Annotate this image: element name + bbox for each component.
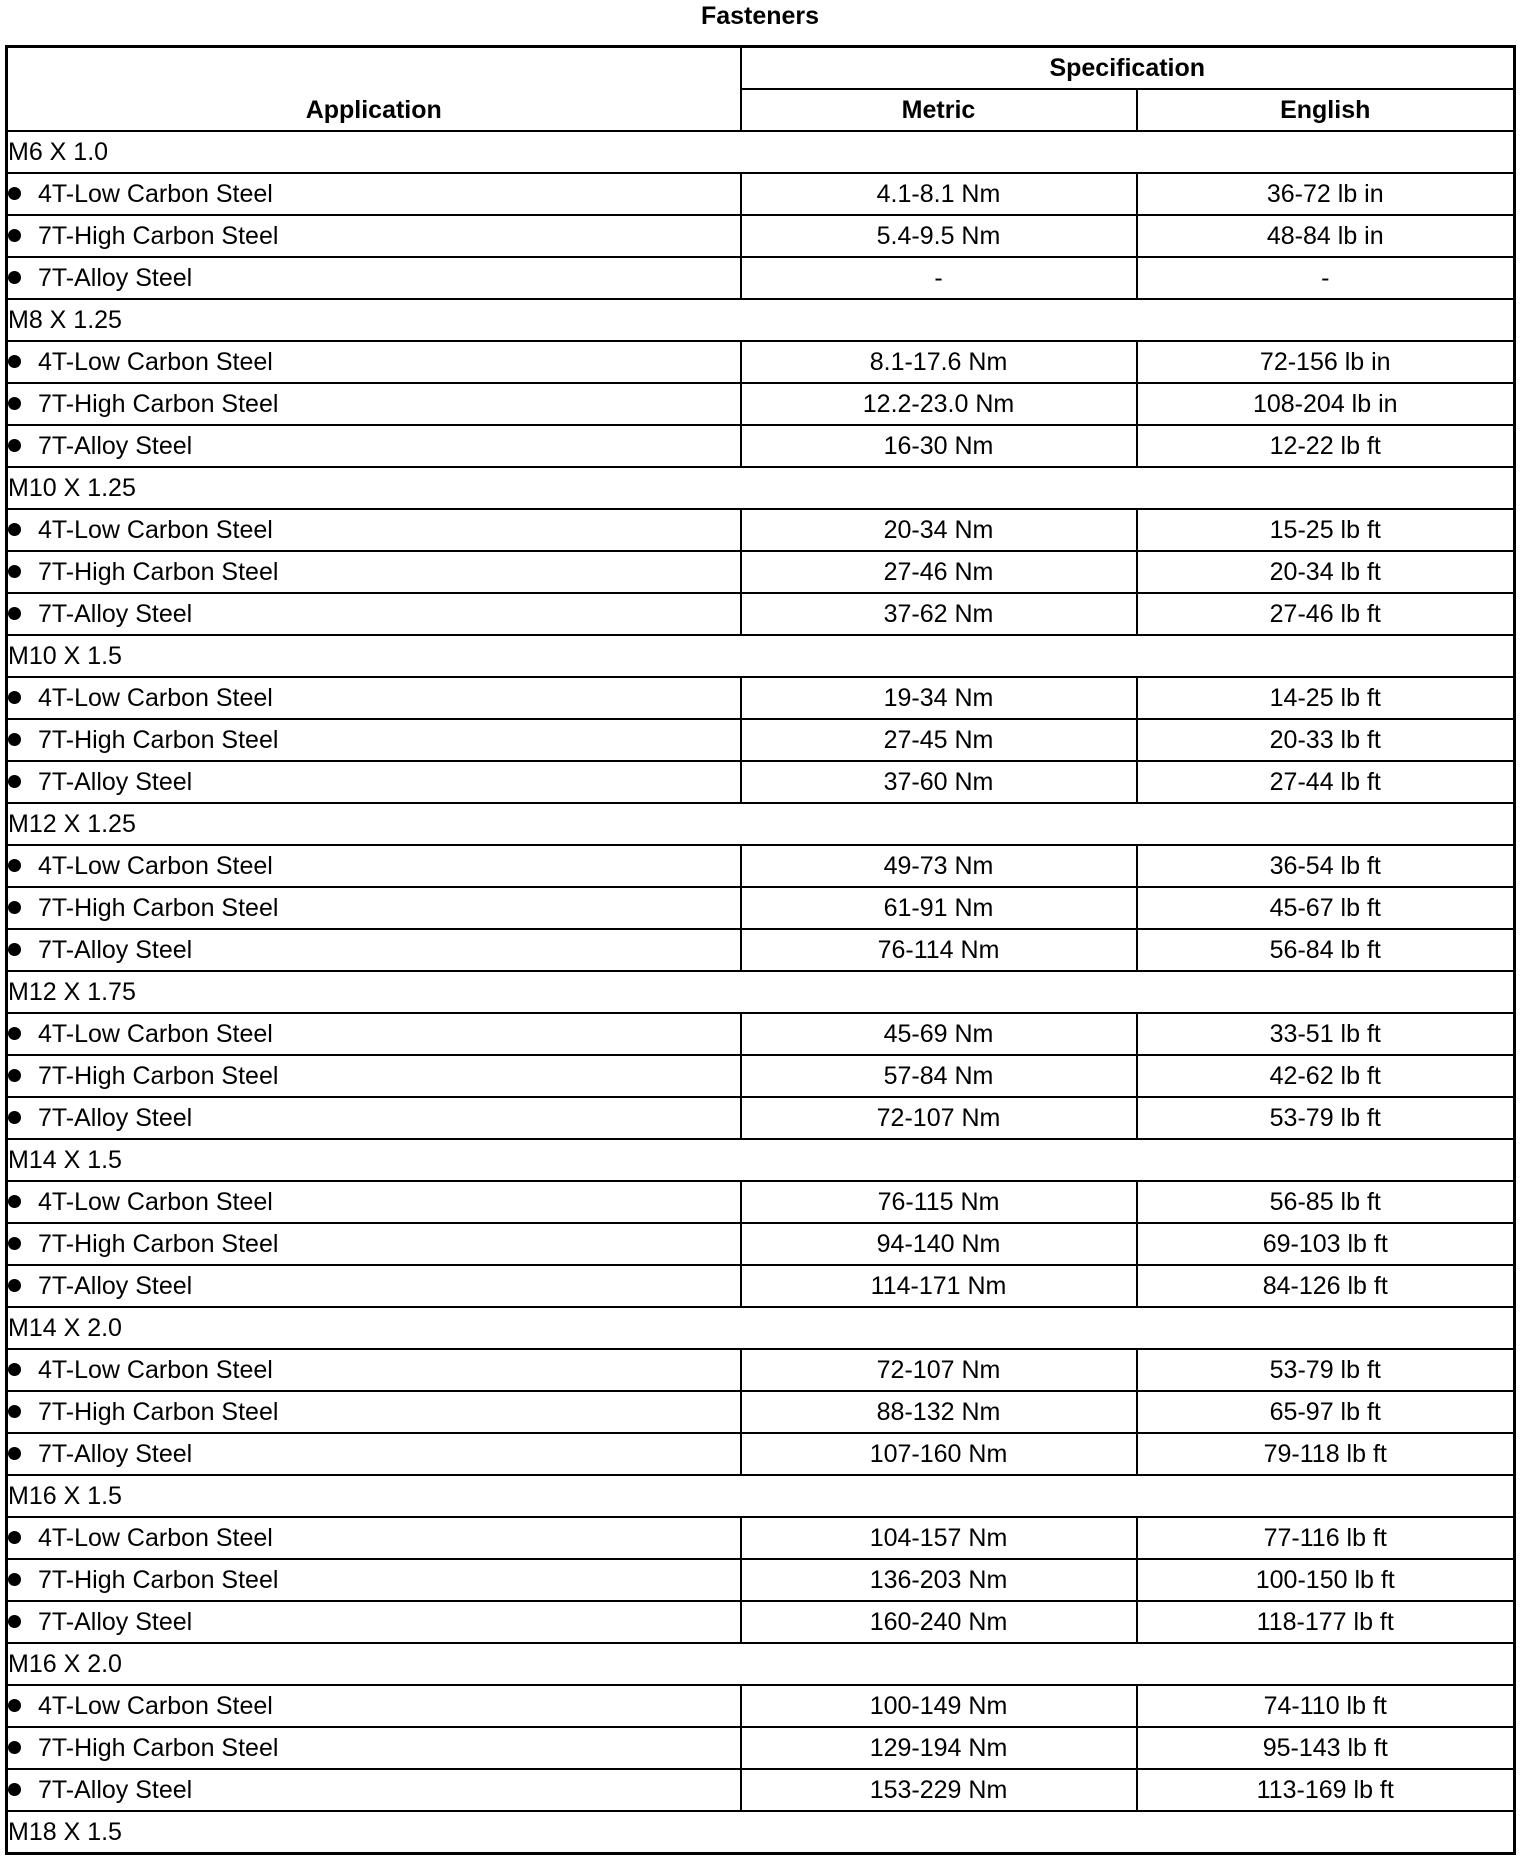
size-group-row — [7, 635, 1515, 677]
fastener-size: M16 X 1.5 — [7, 1475, 1515, 1517]
application-cell — [7, 1517, 741, 1559]
english-value: 53-79 lb ft — [1137, 1349, 1515, 1391]
bullet-icon — [8, 1027, 21, 1040]
fastener-size: M12 X 1.25 — [7, 803, 1515, 845]
bullet-icon — [8, 439, 21, 452]
size-group-row — [7, 971, 1515, 1013]
bullet-icon — [8, 733, 21, 746]
application-label: 4T-Low Carbon Steel — [38, 1692, 273, 1720]
english-value: 27-46 lb ft — [1137, 593, 1515, 635]
metric-value: 153-229 Nm — [741, 1769, 1137, 1811]
metric-value: 19-34 Nm — [741, 677, 1137, 719]
metric-value: 72-107 Nm — [741, 1349, 1137, 1391]
table-row — [7, 551, 1515, 593]
bullet-icon — [8, 607, 21, 620]
specification-header: Specification — [741, 47, 1515, 90]
metric-value: 8.1-17.6 Nm — [741, 341, 1137, 383]
bullet-icon — [8, 1573, 21, 1586]
metric-value: 72-107 Nm — [741, 1097, 1137, 1139]
bullet-icon — [8, 523, 21, 536]
bullet-icon — [8, 859, 21, 872]
application-cell — [7, 1391, 741, 1433]
application-label: 7T-Alloy Steel — [38, 600, 193, 628]
table-row — [7, 173, 1515, 215]
english-value: 14-25 lb ft — [1137, 677, 1515, 719]
metric-value: 37-60 Nm — [741, 761, 1137, 803]
bullet-icon — [8, 271, 21, 284]
table-row — [7, 1013, 1515, 1055]
bullet-icon — [8, 1783, 21, 1796]
application-label: 7T-High Carbon Steel — [38, 390, 279, 418]
bullet-icon — [8, 1111, 21, 1124]
table-row — [7, 1391, 1515, 1433]
application-cell — [7, 1727, 741, 1769]
table-row — [7, 383, 1515, 425]
english-value: 79-118 lb ft — [1137, 1433, 1515, 1475]
english-value: 15-25 lb ft — [1137, 509, 1515, 551]
fastener-size: M8 X 1.25 — [7, 299, 1515, 341]
table-row — [7, 1349, 1515, 1391]
metric-value: 104-157 Nm — [741, 1517, 1137, 1559]
fastener-spec-table — [5, 45, 1516, 1855]
application-label: 7T-High Carbon Steel — [38, 1398, 279, 1426]
application-cell — [7, 845, 741, 887]
application-label: 4T-Low Carbon Steel — [38, 1020, 273, 1048]
application-cell — [7, 1349, 741, 1391]
application-cell — [7, 425, 741, 467]
metric-value: 107-160 Nm — [741, 1433, 1137, 1475]
application-label: 7T-Alloy Steel — [38, 1440, 193, 1468]
bullet-icon — [8, 1531, 21, 1544]
fastener-size: M6 X 1.0 — [7, 131, 1515, 173]
application-label: 7T-Alloy Steel — [38, 1272, 193, 1300]
application-label: 7T-Alloy Steel — [38, 936, 193, 964]
bullet-icon — [8, 775, 21, 788]
metric-value: - — [741, 257, 1137, 299]
metric-value: 20-34 Nm — [741, 509, 1137, 551]
table-row — [7, 887, 1515, 929]
english-value: 69-103 lb ft — [1137, 1223, 1515, 1265]
english-value: 36-54 lb ft — [1137, 845, 1515, 887]
application-label: 4T-Low Carbon Steel — [38, 516, 273, 544]
application-label: 7T-Alloy Steel — [38, 1608, 193, 1636]
table-row — [7, 1223, 1515, 1265]
bullet-icon — [8, 1447, 21, 1460]
bullet-icon — [8, 397, 21, 410]
bullet-icon — [8, 1363, 21, 1376]
bullet-icon — [8, 1405, 21, 1418]
metric-value: 76-115 Nm — [741, 1181, 1137, 1223]
english-value: 65-97 lb ft — [1137, 1391, 1515, 1433]
bullet-icon — [8, 1195, 21, 1208]
application-cell — [7, 173, 741, 215]
application-label: 7T-Alloy Steel — [38, 1776, 193, 1804]
bullet-icon — [8, 1069, 21, 1082]
page-title: Fasteners — [700, 2, 820, 30]
bullet-icon — [8, 565, 21, 578]
application-label: 7T-High Carbon Steel — [38, 1566, 279, 1594]
english-value: 36-72 lb in — [1137, 173, 1515, 215]
application-label: 4T-Low Carbon Steel — [38, 684, 273, 712]
table-row — [7, 257, 1515, 299]
metric-value: 5.4-9.5 Nm — [741, 215, 1137, 257]
application-label: 7T-High Carbon Steel — [38, 1062, 279, 1090]
application-label: 4T-Low Carbon Steel — [38, 180, 273, 208]
application-label: 4T-Low Carbon Steel — [38, 1524, 273, 1552]
metric-header: Metric — [741, 89, 1137, 131]
size-group-row — [7, 1307, 1515, 1349]
application-label: 4T-Low Carbon Steel — [38, 1356, 273, 1384]
application-label: 4T-Low Carbon Steel — [38, 348, 273, 376]
table-row — [7, 1685, 1515, 1727]
fastener-size: M16 X 2.0 — [7, 1643, 1515, 1685]
size-group-row — [7, 1139, 1515, 1181]
english-value: 72-156 lb in — [1137, 341, 1515, 383]
application-label: 7T-Alloy Steel — [38, 432, 193, 460]
fastener-size: M12 X 1.75 — [7, 971, 1515, 1013]
fastener-size: M10 X 1.5 — [7, 635, 1515, 677]
bullet-icon — [8, 1279, 21, 1292]
application-label: 7T-Alloy Steel — [38, 1104, 193, 1132]
english-value: 42-62 lb ft — [1137, 1055, 1515, 1097]
english-value: 48-84 lb in — [1137, 215, 1515, 257]
application-cell — [7, 1223, 741, 1265]
english-value: 84-126 lb ft — [1137, 1265, 1515, 1307]
application-label: 7T-Alloy Steel — [38, 768, 193, 796]
bullet-icon — [8, 943, 21, 956]
metric-value: 49-73 Nm — [741, 845, 1137, 887]
application-cell — [7, 1181, 741, 1223]
size-group-row — [7, 131, 1515, 173]
application-label: 7T-High Carbon Steel — [38, 1734, 279, 1762]
metric-value: 136-203 Nm — [741, 1559, 1137, 1601]
size-group-row — [7, 1643, 1515, 1685]
metric-value: 129-194 Nm — [741, 1727, 1137, 1769]
english-value: 27-44 lb ft — [1137, 761, 1515, 803]
metric-value: 76-114 Nm — [741, 929, 1137, 971]
application-cell — [7, 1055, 741, 1097]
english-value: 20-33 lb ft — [1137, 719, 1515, 761]
english-value: 113-169 lb ft — [1137, 1769, 1515, 1811]
table-row — [7, 425, 1515, 467]
table-row — [7, 1433, 1515, 1475]
table-row — [7, 1181, 1515, 1223]
bullet-icon — [8, 901, 21, 914]
size-group-row — [7, 467, 1515, 509]
application-cell — [7, 677, 741, 719]
application-header: Application — [7, 47, 741, 132]
metric-value: 12.2-23.0 Nm — [741, 383, 1137, 425]
application-label: 4T-Low Carbon Steel — [38, 1188, 273, 1216]
bullet-icon — [8, 1699, 21, 1712]
english-value: 74-110 lb ft — [1137, 1685, 1515, 1727]
application-cell — [7, 1013, 741, 1055]
table-row — [7, 677, 1515, 719]
english-header: English — [1137, 89, 1515, 131]
application-cell — [7, 593, 741, 635]
table-row — [7, 509, 1515, 551]
table-row — [7, 215, 1515, 257]
application-label: 7T-Alloy Steel — [38, 264, 193, 292]
metric-value: 100-149 Nm — [741, 1685, 1137, 1727]
application-label: 7T-High Carbon Steel — [38, 726, 279, 754]
fastener-size: M10 X 1.25 — [7, 467, 1515, 509]
application-label: 7T-High Carbon Steel — [38, 558, 279, 586]
table-row — [7, 761, 1515, 803]
size-group-row — [7, 299, 1515, 341]
application-label: 7T-High Carbon Steel — [38, 1230, 279, 1258]
table-body — [7, 131, 1515, 1854]
english-value: 33-51 lb ft — [1137, 1013, 1515, 1055]
bullet-icon — [8, 1237, 21, 1250]
bullet-icon — [8, 691, 21, 704]
application-cell — [7, 929, 741, 971]
metric-value: 37-62 Nm — [741, 593, 1137, 635]
table-row — [7, 1265, 1515, 1307]
bullet-icon — [8, 229, 21, 242]
bullet-icon — [8, 1741, 21, 1754]
metric-value: 16-30 Nm — [741, 425, 1137, 467]
metric-value: 45-69 Nm — [741, 1013, 1137, 1055]
metric-value: 88-132 Nm — [741, 1391, 1137, 1433]
english-value: 56-85 lb ft — [1137, 1181, 1515, 1223]
metric-value: 114-171 Nm — [741, 1265, 1137, 1307]
english-value: 12-22 lb ft — [1137, 425, 1515, 467]
metric-value: 61-91 Nm — [741, 887, 1137, 929]
english-value: 95-143 lb ft — [1137, 1727, 1515, 1769]
application-cell — [7, 551, 741, 593]
metric-value: 4.1-8.1 Nm — [741, 173, 1137, 215]
table-row — [7, 341, 1515, 383]
metric-value: 57-84 Nm — [741, 1055, 1137, 1097]
english-value: 45-67 lb ft — [1137, 887, 1515, 929]
english-value: 108-204 lb in — [1137, 383, 1515, 425]
application-label: 4T-Low Carbon Steel — [38, 852, 273, 880]
table-row — [7, 845, 1515, 887]
fastener-size: M14 X 1.5 — [7, 1139, 1515, 1181]
english-value: 77-116 lb ft — [1137, 1517, 1515, 1559]
application-cell — [7, 341, 741, 383]
table-row — [7, 593, 1515, 635]
table-row — [7, 1601, 1515, 1643]
metric-value: 27-45 Nm — [741, 719, 1137, 761]
table-row — [7, 1559, 1515, 1601]
application-cell — [7, 1433, 741, 1475]
table-row — [7, 1727, 1515, 1769]
application-cell — [7, 1685, 741, 1727]
application-cell — [7, 1559, 741, 1601]
table-row — [7, 1055, 1515, 1097]
application-cell — [7, 1601, 741, 1643]
bullet-icon — [8, 355, 21, 368]
table-row — [7, 1769, 1515, 1811]
application-cell — [7, 1769, 741, 1811]
bullet-icon — [8, 187, 21, 200]
application-cell — [7, 257, 741, 299]
application-cell — [7, 887, 741, 929]
application-cell — [7, 215, 741, 257]
metric-value: 94-140 Nm — [741, 1223, 1137, 1265]
application-cell — [7, 1097, 741, 1139]
table-row — [7, 719, 1515, 761]
table-row — [7, 1097, 1515, 1139]
table-header — [7, 47, 1515, 132]
english-value: 53-79 lb ft — [1137, 1097, 1515, 1139]
application-cell — [7, 1265, 741, 1307]
application-label: 7T-High Carbon Steel — [38, 894, 279, 922]
fastener-size: M18 X 1.5 — [7, 1811, 1515, 1854]
english-value: 118-177 lb ft — [1137, 1601, 1515, 1643]
application-cell — [7, 761, 741, 803]
table-row — [7, 929, 1515, 971]
size-group-row — [7, 1475, 1515, 1517]
english-value: - — [1137, 257, 1515, 299]
fastener-size: M14 X 2.0 — [7, 1307, 1515, 1349]
application-cell — [7, 509, 741, 551]
metric-value: 160-240 Nm — [741, 1601, 1137, 1643]
english-value: 20-34 lb ft — [1137, 551, 1515, 593]
table-row — [7, 1517, 1515, 1559]
bullet-icon — [8, 1615, 21, 1628]
size-group-row — [7, 1811, 1515, 1854]
application-label: 7T-High Carbon Steel — [38, 222, 279, 250]
english-value: 56-84 lb ft — [1137, 929, 1515, 971]
size-group-row — [7, 803, 1515, 845]
english-value: 100-150 lb ft — [1137, 1559, 1515, 1601]
application-cell — [7, 383, 741, 425]
application-cell — [7, 719, 741, 761]
metric-value: 27-46 Nm — [741, 551, 1137, 593]
